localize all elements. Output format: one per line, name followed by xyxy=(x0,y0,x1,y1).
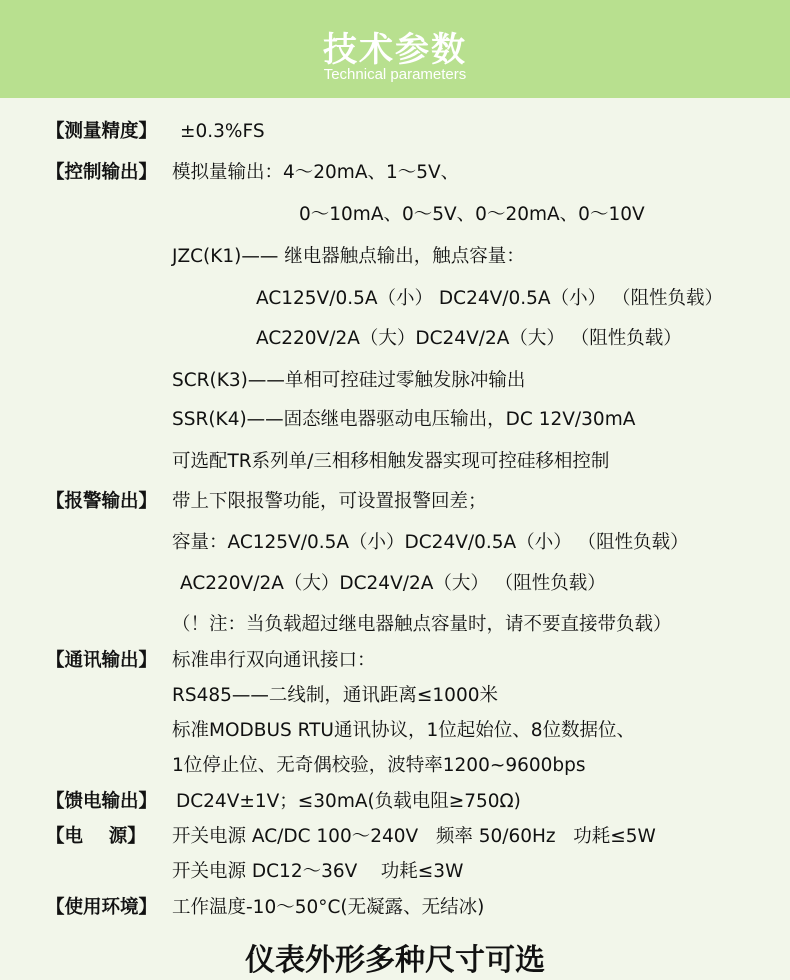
comm-line: 1位停止位、无奇偶校验，波特率1200~9600bps xyxy=(172,755,586,776)
alarm-note: （！注：当负载超过继电器触点容量时，请不要直接带负载） xyxy=(172,614,672,635)
page-title: 技术参数 xyxy=(323,30,467,70)
comm-label: 【通讯输出】 xyxy=(46,650,158,671)
control-line: SSR(K4)——固态继电器驱动电压输出，DC 12V/30mA xyxy=(172,409,636,430)
power-line: 开关电源 DC12～36V 功耗≤3W xyxy=(172,861,464,882)
feed-value: DC24V±1V；≤30mA(负载电阻≥750Ω) xyxy=(176,791,521,812)
control-line: SCR(K3)——单相可控硅过零触发脉冲输出 xyxy=(172,370,526,391)
alarm-line: 容量：AC125V/0.5A（小）DC24V/0.5A（小） （阻性负载） xyxy=(172,532,689,553)
environment-value: 工作温度-10～50°C(无凝露、无结冰) xyxy=(172,897,485,918)
control-line: AC125V/0.5A（小） DC24V/0.5A（小） （阻性负载） xyxy=(256,288,723,309)
control-line: AC220V/2A（大）DC24V/2A（大） （阻性负载） xyxy=(256,328,682,349)
comm-line: RS485——二线制，通讯距离≤1000米 xyxy=(172,685,498,706)
feed-label: 【馈电输出】 xyxy=(46,791,158,812)
power-label: 【电 源】 xyxy=(46,826,146,847)
accuracy-value: ±0.3%FS xyxy=(180,121,265,142)
page-subtitle: Technical parameters xyxy=(323,66,467,83)
comm-line: 标准串行双向通讯接口： xyxy=(172,650,376,671)
control-label: 【控制输出】 xyxy=(46,162,158,183)
header-banner xyxy=(0,0,790,98)
comm-line: 标准MODBUS RTU通讯协议，1位起始位、8位数据位、 xyxy=(172,720,636,741)
control-line: 可选配TR系列单/三相移相触发器实现可控硅移相控制 xyxy=(172,451,610,472)
control-line: JZC(K1)—— 继电器触点输出，触点容量： xyxy=(172,246,525,267)
control-line: 0～10mA、0～5V、0～20mA、0～10V xyxy=(299,204,645,225)
power-line: 开关电源 AC/DC 100～240V 频率 50/60Hz 功耗≤5W xyxy=(172,826,656,847)
environment-label: 【使用环境】 xyxy=(46,897,158,918)
alarm-line: AC220V/2A（大）DC24V/2A（大） （阻性负载） xyxy=(180,573,606,594)
footer-slogan: 仪表外形多种尺寸可选 xyxy=(245,943,545,978)
accuracy-label: 【测量精度】 xyxy=(46,121,158,142)
alarm-label: 【报警输出】 xyxy=(46,491,158,512)
control-line: 模拟量输出：4～20mA、1～5V、 xyxy=(172,162,460,183)
alarm-line: 带上下限报警功能，可设置报警回差； xyxy=(172,491,487,512)
